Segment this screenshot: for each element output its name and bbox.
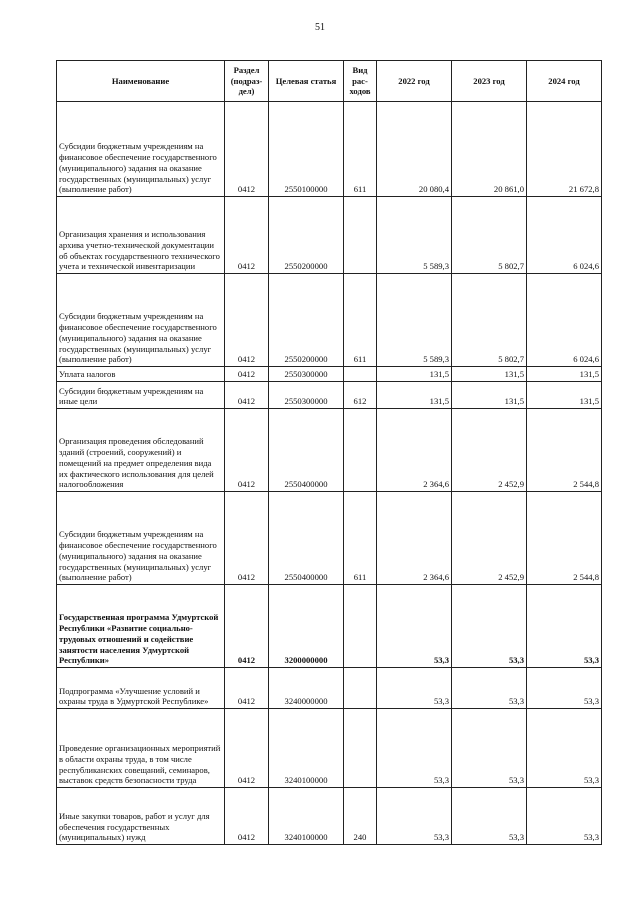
table-row bbox=[57, 788, 602, 845]
table-row bbox=[57, 367, 602, 382]
table-row bbox=[57, 409, 602, 492]
col-header-section: Раздел (подраз-дел) bbox=[225, 61, 269, 102]
table-row bbox=[57, 382, 602, 409]
cell-2023: 2 452,9 bbox=[452, 409, 527, 492]
cell-2024: 2 544,8 bbox=[527, 492, 602, 585]
cell-section: 0412 bbox=[225, 197, 269, 274]
cell-type bbox=[344, 197, 377, 274]
cell-name: Государственная программа Удмуртской Республики «Развитие социально-трудовых отношений и содействие занятости населения Удмуртской Республики» bbox=[57, 585, 225, 668]
cell-name: Субсидии бюджетным учреждениям на финансовое обеспечение государственного (муниципального) задания на оказание государственных (муниципальных) услуг (выполнение работ) bbox=[57, 102, 225, 197]
cell-2022: 5 589,3 bbox=[377, 274, 452, 367]
cell-2023: 53,3 bbox=[452, 788, 527, 845]
cell-2022: 2 364,6 bbox=[377, 409, 452, 492]
cell-target: 3240000000 bbox=[269, 668, 344, 709]
cell-2023: 53,3 bbox=[452, 585, 527, 668]
table-row bbox=[57, 668, 602, 709]
cell-2022: 2 364,6 bbox=[377, 492, 452, 585]
cell-2023: 131,5 bbox=[452, 367, 527, 382]
col-header-2022: 2022 год bbox=[377, 61, 452, 102]
cell-name: Субсидии бюджетным учреждениям на финансовое обеспечение государственного (муниципального) задания на оказание государственных (муниципальных) услуг (выполнение работ) bbox=[57, 492, 225, 585]
cell-2023: 2 452,9 bbox=[452, 492, 527, 585]
cell-type bbox=[344, 367, 377, 382]
cell-target: 2550200000 bbox=[269, 197, 344, 274]
cell-name: Организация проведения обследований зданий (строений, сооружений) и помещений на предмет определения вида их фактического использования для целей налогообложения bbox=[57, 409, 225, 492]
cell-2022: 53,3 bbox=[377, 668, 452, 709]
cell-target: 3200000000 bbox=[269, 585, 344, 668]
cell-2022: 53,3 bbox=[377, 585, 452, 668]
cell-name: Подпрограмма «Улучшение условий и охраны труда в Удмуртской Республике» bbox=[57, 668, 225, 709]
cell-2022: 131,5 bbox=[377, 367, 452, 382]
cell-2022: 5 589,3 bbox=[377, 197, 452, 274]
cell-2024: 131,5 bbox=[527, 382, 602, 409]
cell-2024: 6 024,6 bbox=[527, 197, 602, 274]
table-row bbox=[57, 102, 602, 197]
cell-section: 0412 bbox=[225, 709, 269, 788]
cell-2023: 53,3 bbox=[452, 668, 527, 709]
cell-2023: 5 802,7 bbox=[452, 274, 527, 367]
cell-2022: 53,3 bbox=[377, 709, 452, 788]
cell-target: 2550300000 bbox=[269, 367, 344, 382]
page-number: 51 bbox=[315, 22, 325, 33]
cell-type: 612 bbox=[344, 382, 377, 409]
cell-2024: 2 544,8 bbox=[527, 409, 602, 492]
cell-2022: 53,3 bbox=[377, 788, 452, 845]
cell-type bbox=[344, 585, 377, 668]
cell-section: 0412 bbox=[225, 274, 269, 367]
header-row bbox=[57, 61, 602, 102]
cell-target: 2550400000 bbox=[269, 409, 344, 492]
cell-2024: 53,3 bbox=[527, 668, 602, 709]
cell-type bbox=[344, 409, 377, 492]
col-header-2023: 2023 год bbox=[452, 61, 527, 102]
cell-name: Субсидии бюджетным учреждениям на иные цели bbox=[57, 382, 225, 409]
cell-type: 611 bbox=[344, 274, 377, 367]
cell-2024: 53,3 bbox=[527, 788, 602, 845]
cell-section: 0412 bbox=[225, 668, 269, 709]
col-header-2024: 2024 год bbox=[527, 61, 602, 102]
cell-section: 0412 bbox=[225, 788, 269, 845]
table-row bbox=[57, 492, 602, 585]
cell-name: Иные закупки товаров, работ и услуг для обеспечения государственных (муниципальных) нужд bbox=[57, 788, 225, 845]
cell-2022: 131,5 bbox=[377, 382, 452, 409]
cell-2024: 131,5 bbox=[527, 367, 602, 382]
cell-target: 2550400000 bbox=[269, 492, 344, 585]
col-header-target: Целевая статья bbox=[269, 61, 344, 102]
cell-2023: 53,3 bbox=[452, 709, 527, 788]
cell-section: 0412 bbox=[225, 409, 269, 492]
col-header-name: Наименование bbox=[57, 61, 225, 102]
budget-table bbox=[56, 60, 602, 845]
cell-target: 2550200000 bbox=[269, 274, 344, 367]
cell-2023: 5 802,7 bbox=[452, 197, 527, 274]
cell-2022: 20 080,4 bbox=[377, 102, 452, 197]
cell-2023: 20 861,0 bbox=[452, 102, 527, 197]
cell-target: 3240100000 bbox=[269, 709, 344, 788]
cell-2024: 6 024,6 bbox=[527, 274, 602, 367]
cell-target: 2550100000 bbox=[269, 102, 344, 197]
cell-section: 0412 bbox=[225, 367, 269, 382]
cell-name: Организация хранения и использования архива учетно-технической документации об объектах государственного технического учета и технической инвентаризации bbox=[57, 197, 225, 274]
cell-name: Проведение организационных мероприятий в области охраны труда, в том числе республиканских совещаний, семинаров, выставок средств безопасности труда bbox=[57, 709, 225, 788]
cell-2024: 53,3 bbox=[527, 585, 602, 668]
cell-2024: 53,3 bbox=[527, 709, 602, 788]
cell-type: 611 bbox=[344, 492, 377, 585]
cell-name: Субсидии бюджетным учреждениям на финансовое обеспечение государственного (муниципального) задания на оказание государственных (муниципальных) услуг (выполнение работ) bbox=[57, 274, 225, 367]
table-row bbox=[57, 585, 602, 668]
cell-target: 2550300000 bbox=[269, 382, 344, 409]
cell-type bbox=[344, 709, 377, 788]
cell-section: 0412 bbox=[225, 382, 269, 409]
table-row bbox=[57, 274, 602, 367]
cell-name: Уплата налогов bbox=[57, 367, 225, 382]
cell-2024: 21 672,8 bbox=[527, 102, 602, 197]
col-header-type: Вид рас-ходов bbox=[344, 61, 377, 102]
cell-section: 0412 bbox=[225, 492, 269, 585]
cell-type: 611 bbox=[344, 102, 377, 197]
cell-2023: 131,5 bbox=[452, 382, 527, 409]
cell-section: 0412 bbox=[225, 585, 269, 668]
cell-type bbox=[344, 668, 377, 709]
table-row bbox=[57, 197, 602, 274]
table-row bbox=[57, 709, 602, 788]
cell-target: 3240100000 bbox=[269, 788, 344, 845]
cell-type: 240 bbox=[344, 788, 377, 845]
cell-section: 0412 bbox=[225, 102, 269, 197]
